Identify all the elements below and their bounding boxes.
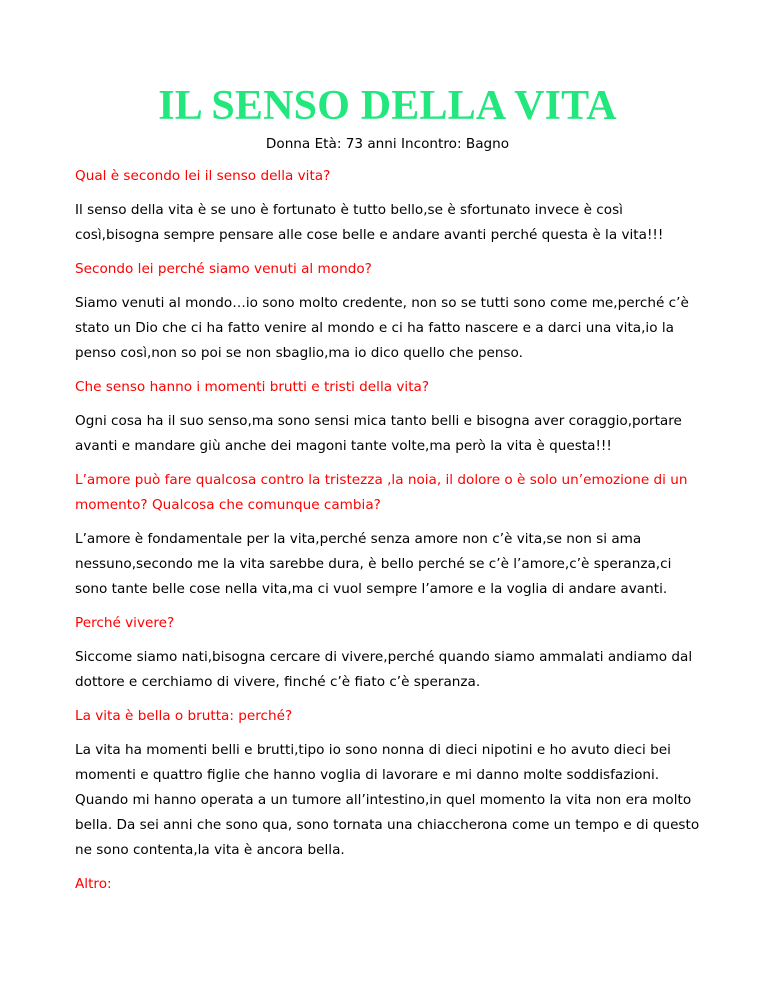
interview-subtitle: Donna Età: 73 anni Incontro: Bagno [265, 136, 510, 152]
question-4: L’amore può fare qualcosa contro la tristezza ,la noia, il dolore o è solo un’emozione di un momento? Qualcosa che comunque cambia? [75, 472, 688, 513]
question-3: Che senso hanno i momenti brutti e tristi della vita? [75, 379, 430, 395]
qa-block [75, 872, 700, 897]
answer-1: Il senso della vita è se uno è fortunato è tutto bello,se è sfortunato invece è così così,bisogna sempre pensare alle cose belle e andare avanti perché questa è la vita!!! [75, 202, 664, 243]
qa-block [75, 611, 700, 695]
question-5: Perché vivere? [75, 615, 175, 631]
qa-block [75, 164, 700, 248]
answer-4: L’amore è fondamentale per la vita,perché senza amore non c’è vita,se non si ama nessuno,secondo me la vita sarebbe dura, è bello perché se c’è l’amore,c’è speranza,ci sono tante belle cose nella vita,ma ci vuol sempre l’amore e la voglia di andare avanti. [75, 531, 672, 597]
qa-block [75, 704, 700, 863]
qa-block [75, 375, 700, 459]
question-7: Altro: [75, 876, 112, 892]
document-title: IL SENSO DELLA VITA [158, 83, 617, 129]
answer-6: La vita ha momenti belli e brutti,tipo io sono nonna di dieci nipotini e ho avuto dieci bei momenti e quattro figlie che hanno voglia di lavorare e mi danno molte soddisfazioni. Quando mi hanno operata a un tumore all’intestino,in quel momento la vita non era molto bella. Da sei anni che sono qua, sono tornata una chiaccherona come un tempo e di questo ne sono contenta,la vita è ancora bella. [75, 742, 700, 858]
question-2: Secondo lei perché siamo venuti al mondo? [75, 261, 372, 277]
answer-5: Siccome siamo nati,bisogna cercare di vivere,perché quando siamo ammalati andiamo dal dottore e cerchiamo di vivere, finché c’è fiato c’è speranza. [75, 649, 693, 690]
answer-3: Ogni cosa ha il suo senso,ma sono sensi mica tanto belli e bisogna aver coraggio,portare avanti e mandare giù anche dei magoni tante volte,ma però la vita è questa!!! [75, 413, 682, 454]
qa-block [75, 257, 700, 366]
question-6: La vita è bella o brutta: perché? [75, 708, 293, 724]
qa-block [75, 468, 700, 602]
question-1: Qual è secondo lei il senso della vita? [75, 168, 331, 184]
answer-2: Siamo venuti al mondo…io sono molto credente, non so se tutti sono come me,perché c’è stato un Dio che ci ha fatto venire al mondo e ci ha fatto nascere e a darci una vita,io la penso così,non so poi se non sbaglio,ma io dico quello che penso. [75, 295, 689, 361]
document-page [75, 80, 700, 906]
